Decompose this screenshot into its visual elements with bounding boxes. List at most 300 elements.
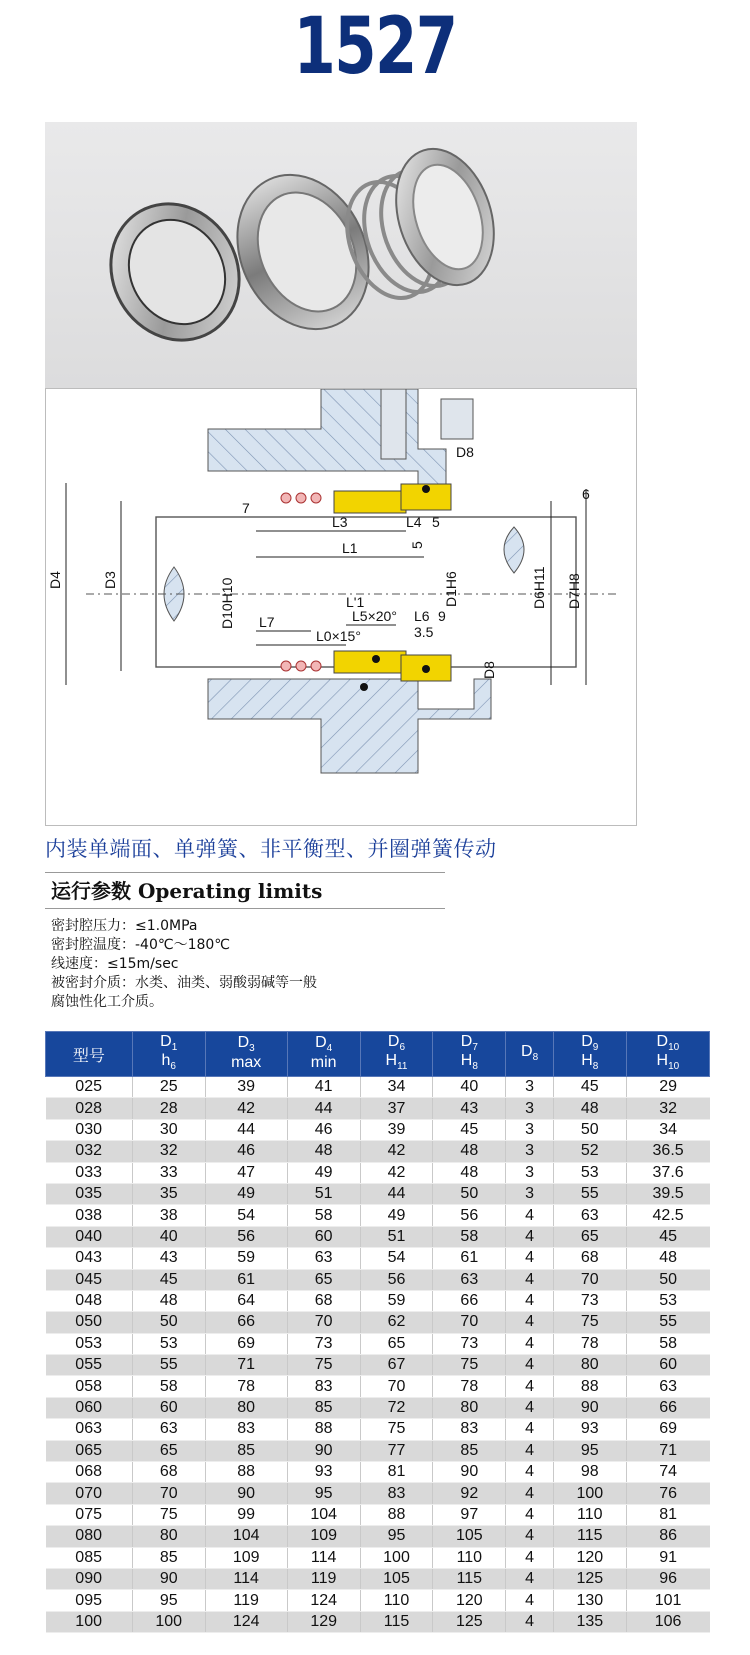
cell-value: 50	[433, 1183, 506, 1204]
table-row	[46, 1098, 710, 1119]
cell-value: 46	[205, 1141, 287, 1162]
cell-value: 48	[433, 1141, 506, 1162]
cell-model: 040	[46, 1226, 133, 1247]
cell-value: 96	[626, 1568, 709, 1589]
cell-value: 34	[626, 1119, 709, 1140]
cell-value: 95	[553, 1440, 626, 1461]
page-title: 1527	[293, 2, 457, 92]
cell-value: 44	[287, 1098, 360, 1119]
cell-model: 035	[46, 1183, 133, 1204]
table-header-row	[46, 1032, 710, 1077]
cell-value: 63	[626, 1376, 709, 1397]
cell-value: 110	[360, 1590, 433, 1611]
cell-value: 35	[132, 1183, 205, 1204]
cell-value: 95	[287, 1483, 360, 1504]
cell-value: 62	[360, 1312, 433, 1333]
cell-value: 42.5	[626, 1205, 709, 1226]
cell-value: 55	[553, 1183, 626, 1204]
cell-value: 77	[360, 1440, 433, 1461]
cell-value: 88	[360, 1504, 433, 1525]
cell-value: 4	[506, 1397, 554, 1418]
cell-value: 51	[360, 1226, 433, 1247]
cell-model: 032	[46, 1141, 133, 1162]
cell-value: 55	[626, 1312, 709, 1333]
cell-value: 83	[287, 1376, 360, 1397]
cell-value: 65	[360, 1333, 433, 1354]
label-5: 5	[432, 514, 440, 530]
cell-value: 81	[626, 1504, 709, 1525]
cell-value: 60	[132, 1397, 205, 1418]
cell-value: 100	[553, 1483, 626, 1504]
cell-value: 69	[205, 1333, 287, 1354]
col-d8: $D_8$	[506, 1032, 554, 1077]
cell-value: 67	[360, 1355, 433, 1376]
cell-value: 45	[433, 1119, 506, 1140]
cell-value: 114	[205, 1568, 287, 1589]
cell-value: 73	[287, 1333, 360, 1354]
cell-value: 119	[287, 1568, 360, 1589]
cell-value: 135	[553, 1611, 626, 1632]
label-9: 9	[438, 608, 446, 624]
cell-model: 063	[46, 1419, 133, 1440]
cell-value: 88	[553, 1376, 626, 1397]
table-row	[46, 1397, 710, 1418]
cell-value: 125	[553, 1568, 626, 1589]
table-row	[46, 1290, 710, 1311]
cell-model: 033	[46, 1162, 133, 1183]
cell-value: 78	[433, 1376, 506, 1397]
cell-value: 43	[132, 1248, 205, 1269]
cell-value: 4	[506, 1376, 554, 1397]
cell-value: 125	[433, 1611, 506, 1632]
cell-value: 55	[132, 1355, 205, 1376]
cell-value: 54	[360, 1248, 433, 1269]
cell-model: 065	[46, 1440, 133, 1461]
cell-value: 99	[205, 1504, 287, 1525]
cell-value: 83	[205, 1419, 287, 1440]
col-d7: $D_7$ $H_8$	[433, 1032, 506, 1077]
cell-value: 88	[287, 1419, 360, 1440]
label-d1h6: D1H6	[443, 571, 459, 607]
table-row	[46, 1483, 710, 1504]
cell-value: 74	[626, 1462, 709, 1483]
cell-value: 124	[287, 1590, 360, 1611]
cell-value: 4	[506, 1483, 554, 1504]
col-d1: $D_1$ $h_6$	[132, 1032, 205, 1077]
cell-value: 61	[205, 1269, 287, 1290]
col-d6: $D_6$ $H_{11}$	[360, 1032, 433, 1077]
col-d9: $D_9$ $H_8$	[553, 1032, 626, 1077]
cell-value: 115	[553, 1526, 626, 1547]
cell-value: 32	[626, 1098, 709, 1119]
cell-value: 66	[433, 1290, 506, 1311]
cell-value: 115	[433, 1568, 506, 1589]
cell-value: 48	[626, 1248, 709, 1269]
cell-value: 39	[205, 1077, 287, 1098]
cell-model: 043	[46, 1248, 133, 1269]
label-l0: L0×15°	[316, 628, 361, 644]
op-speed: 线速度：≤15m/sec	[51, 956, 179, 972]
cell-value: 68	[132, 1462, 205, 1483]
cell-model: 058	[46, 1376, 133, 1397]
table-row	[46, 1141, 710, 1162]
cell-value: 45	[553, 1077, 626, 1098]
label-l7: L7	[259, 614, 275, 630]
cell-model: 080	[46, 1526, 133, 1547]
cell-value: 42	[360, 1141, 433, 1162]
cell-value: 58	[132, 1376, 205, 1397]
table-row	[46, 1355, 710, 1376]
table-row	[46, 1077, 710, 1098]
cell-model: 070	[46, 1483, 133, 1504]
cell-value: 119	[205, 1590, 287, 1611]
cell-value: 100	[360, 1547, 433, 1568]
cell-model: 038	[46, 1205, 133, 1226]
cell-value: 42	[205, 1098, 287, 1119]
cell-model: 030	[46, 1119, 133, 1140]
cell-value: 48	[433, 1162, 506, 1183]
cell-value: 58	[433, 1226, 506, 1247]
cell-value: 60	[287, 1226, 360, 1247]
table-row	[46, 1611, 710, 1632]
cell-value: 39.5	[626, 1183, 709, 1204]
cell-value: 66	[205, 1312, 287, 1333]
cell-value: 91	[626, 1547, 709, 1568]
table-row	[46, 1333, 710, 1354]
cell-value: 120	[553, 1547, 626, 1568]
label-5b: 5	[409, 541, 425, 549]
cell-value: 4	[506, 1611, 554, 1632]
cell-value: 48	[287, 1141, 360, 1162]
cell-value: 70	[433, 1312, 506, 1333]
cell-value: 49	[287, 1162, 360, 1183]
col-d10: $D_{10}$ $H_{10}$	[626, 1032, 709, 1077]
table-row	[46, 1440, 710, 1461]
cell-value: 4	[506, 1547, 554, 1568]
label-l6: L6	[414, 608, 430, 624]
label-3-5: 3.5	[414, 624, 434, 640]
cell-value: 76	[626, 1483, 709, 1504]
cell-value: 4	[506, 1226, 554, 1247]
cell-value: 4	[506, 1419, 554, 1440]
label-tolerance-7: 7	[242, 500, 250, 516]
table-row	[46, 1419, 710, 1440]
cell-value: 93	[553, 1419, 626, 1440]
cell-value: 130	[553, 1590, 626, 1611]
cell-value: 4	[506, 1290, 554, 1311]
cell-value: 75	[287, 1355, 360, 1376]
cell-value: 37	[360, 1098, 433, 1119]
cell-value: 53	[626, 1290, 709, 1311]
operating-limits	[45, 872, 445, 1012]
cell-value: 4	[506, 1440, 554, 1461]
table-row	[46, 1183, 710, 1204]
cell-value: 4	[506, 1590, 554, 1611]
cell-value: 36.5	[626, 1141, 709, 1162]
cell-value: 49	[360, 1205, 433, 1226]
cell-value: 61	[433, 1248, 506, 1269]
cell-value: 73	[433, 1333, 506, 1354]
cell-value: 70	[553, 1269, 626, 1290]
cell-value: 4	[506, 1248, 554, 1269]
cell-value: 70	[287, 1312, 360, 1333]
cell-value: 109	[287, 1526, 360, 1547]
label-d8-top: D8	[456, 444, 474, 460]
cell-value: 90	[132, 1568, 205, 1589]
cell-value: 75	[132, 1504, 205, 1525]
cell-value: 50	[132, 1312, 205, 1333]
label-d3: D3	[102, 571, 118, 589]
cell-value: 39	[360, 1119, 433, 1140]
cell-value: 50	[553, 1119, 626, 1140]
cell-value: 115	[360, 1611, 433, 1632]
table-row	[46, 1568, 710, 1589]
cell-model: 048	[46, 1290, 133, 1311]
cell-value: 3	[506, 1119, 554, 1140]
cell-value: 38	[132, 1205, 205, 1226]
cell-value: 29	[626, 1077, 709, 1098]
cell-value: 4	[506, 1462, 554, 1483]
cell-model: 025	[46, 1077, 133, 1098]
cell-value: 4	[506, 1205, 554, 1226]
op-pressure: 密封腔压力：≤1.0MPa	[51, 918, 198, 934]
label-d10h10: D10H10	[219, 577, 235, 629]
cell-value: 69	[626, 1419, 709, 1440]
cell-value: 75	[360, 1419, 433, 1440]
cell-value: 110	[553, 1504, 626, 1525]
cell-value: 49	[205, 1183, 287, 1204]
cell-value: 90	[553, 1397, 626, 1418]
cell-value: 32	[132, 1141, 205, 1162]
cell-value: 71	[626, 1440, 709, 1461]
cell-value: 68	[553, 1248, 626, 1269]
dimension-table	[45, 1031, 710, 1633]
cell-value: 80	[433, 1397, 506, 1418]
cell-value: 3	[506, 1183, 554, 1204]
cell-value: 101	[626, 1590, 709, 1611]
cell-value: 44	[205, 1119, 287, 1140]
cell-model: 028	[46, 1098, 133, 1119]
cell-value: 80	[553, 1355, 626, 1376]
cell-value: 73	[553, 1290, 626, 1311]
cell-model: 075	[46, 1504, 133, 1525]
cell-value: 44	[360, 1183, 433, 1204]
cell-value: 58	[287, 1205, 360, 1226]
cell-value: 105	[360, 1568, 433, 1589]
cell-value: 25	[132, 1077, 205, 1098]
op-medium: 被密封介质：水类、油类、弱酸弱碱等一般	[51, 975, 317, 991]
cell-value: 75	[433, 1355, 506, 1376]
cell-value: 66	[626, 1397, 709, 1418]
table-row	[46, 1226, 710, 1247]
cell-value: 54	[205, 1205, 287, 1226]
cell-value: 95	[132, 1590, 205, 1611]
cell-value: 104	[287, 1504, 360, 1525]
label-l4: L4	[406, 514, 422, 530]
table-row	[46, 1376, 710, 1397]
cell-value: 28	[132, 1098, 205, 1119]
table-row	[46, 1526, 710, 1547]
cell-value: 78	[205, 1376, 287, 1397]
label-l5: L5×20°	[352, 608, 397, 624]
cell-value: 70	[132, 1483, 205, 1504]
label-d7h8: D7H8	[566, 573, 582, 609]
cell-model: 045	[46, 1269, 133, 1290]
cell-value: 68	[287, 1290, 360, 1311]
seal-dimension-drawing	[45, 388, 637, 826]
table-row	[46, 1462, 710, 1483]
cell-value: 129	[287, 1611, 360, 1632]
cell-value: 85	[287, 1397, 360, 1418]
cell-model: 060	[46, 1397, 133, 1418]
cell-value: 48	[132, 1290, 205, 1311]
cell-model: 090	[46, 1568, 133, 1589]
cell-value: 71	[205, 1355, 287, 1376]
cell-model: 095	[46, 1590, 133, 1611]
table-row	[46, 1162, 710, 1183]
cell-value: 46	[287, 1119, 360, 1140]
cell-value: 65	[287, 1269, 360, 1290]
cell-value: 4	[506, 1526, 554, 1547]
seal-description: 内装单端面、单弹簧、非平衡型、并圈弹簧传动	[45, 837, 497, 861]
col-d3: $D_3$ max	[205, 1032, 287, 1077]
cell-value: 100	[132, 1611, 205, 1632]
table-row	[46, 1312, 710, 1333]
cell-value: 4	[506, 1269, 554, 1290]
cell-value: 4	[506, 1504, 554, 1525]
cell-value: 110	[433, 1547, 506, 1568]
cell-value: 85	[205, 1440, 287, 1461]
cell-value: 65	[132, 1440, 205, 1461]
col-d4: $D_4$ min	[287, 1032, 360, 1077]
cell-value: 63	[287, 1248, 360, 1269]
table-body	[46, 1077, 710, 1633]
table-row	[46, 1248, 710, 1269]
cell-model: 068	[46, 1462, 133, 1483]
cell-value: 93	[287, 1462, 360, 1483]
label-l1prime: L'1	[346, 594, 365, 610]
cell-value: 75	[553, 1312, 626, 1333]
label-d6h11: D6H11	[531, 566, 547, 609]
cell-model: 053	[46, 1333, 133, 1354]
cell-value: 53	[132, 1333, 205, 1354]
cell-value: 4	[506, 1568, 554, 1589]
table-row	[46, 1504, 710, 1525]
col-model: 型号	[46, 1032, 133, 1077]
cell-value: 4	[506, 1355, 554, 1376]
cell-value: 59	[205, 1248, 287, 1269]
label-l1: L1	[342, 540, 358, 556]
cell-value: 34	[360, 1077, 433, 1098]
cell-model: 100	[46, 1611, 133, 1632]
cell-value: 83	[433, 1419, 506, 1440]
cell-value: 56	[360, 1269, 433, 1290]
cell-value: 45	[626, 1226, 709, 1247]
cell-value: 98	[553, 1462, 626, 1483]
cell-value: 120	[433, 1590, 506, 1611]
cell-value: 105	[433, 1526, 506, 1547]
cell-value: 4	[506, 1333, 554, 1354]
cell-value: 47	[205, 1162, 287, 1183]
cell-model: 085	[46, 1547, 133, 1568]
label-l3: L3	[332, 514, 348, 530]
cell-value: 109	[205, 1547, 287, 1568]
cell-value: 95	[360, 1526, 433, 1547]
cell-value: 104	[205, 1526, 287, 1547]
cell-value: 58	[626, 1333, 709, 1354]
cell-value: 90	[205, 1483, 287, 1504]
label-tolerance-6: 6	[582, 486, 590, 502]
cell-value: 41	[287, 1077, 360, 1098]
cell-value: 81	[360, 1462, 433, 1483]
seal-product-photo	[45, 122, 637, 388]
op-temperature: 密封腔温度：-40℃～180℃	[51, 937, 231, 953]
cell-value: 3	[506, 1141, 554, 1162]
cell-value: 63	[433, 1269, 506, 1290]
cell-value: 30	[132, 1119, 205, 1140]
cell-value: 48	[553, 1098, 626, 1119]
label-d8-bottom: D8	[481, 661, 497, 679]
cell-value: 3	[506, 1077, 554, 1098]
label-d4: D4	[47, 571, 63, 589]
cell-value: 60	[626, 1355, 709, 1376]
table-row	[46, 1590, 710, 1611]
cell-value: 90	[433, 1462, 506, 1483]
cell-value: 4	[506, 1312, 554, 1333]
cell-model: 055	[46, 1355, 133, 1376]
cell-value: 37.6	[626, 1162, 709, 1183]
cell-value: 59	[360, 1290, 433, 1311]
table-row	[46, 1269, 710, 1290]
cell-value: 40	[433, 1077, 506, 1098]
cell-value: 106	[626, 1611, 709, 1632]
cell-value: 65	[553, 1226, 626, 1247]
cell-value: 64	[205, 1290, 287, 1311]
table-row	[46, 1205, 710, 1226]
cell-value: 45	[132, 1269, 205, 1290]
cell-value: 90	[287, 1440, 360, 1461]
cell-value: 50	[626, 1269, 709, 1290]
operating-limits-heading: 运行参数 Operating limits	[45, 872, 445, 909]
cell-value: 40	[132, 1226, 205, 1247]
cell-value: 56	[433, 1205, 506, 1226]
cell-value: 3	[506, 1098, 554, 1119]
table-row	[46, 1547, 710, 1568]
cell-value: 88	[205, 1462, 287, 1483]
cell-value: 86	[626, 1526, 709, 1547]
cell-value: 53	[553, 1162, 626, 1183]
cell-value: 51	[287, 1183, 360, 1204]
cell-value: 33	[132, 1162, 205, 1183]
cell-value: 83	[360, 1483, 433, 1504]
cell-value: 52	[553, 1141, 626, 1162]
cell-value: 124	[205, 1611, 287, 1632]
cell-value: 63	[553, 1205, 626, 1226]
cell-value: 80	[205, 1397, 287, 1418]
cell-value: 80	[132, 1526, 205, 1547]
cell-value: 85	[132, 1547, 205, 1568]
cell-value: 42	[360, 1162, 433, 1183]
cell-value: 3	[506, 1162, 554, 1183]
cell-value: 63	[132, 1419, 205, 1440]
table-row	[46, 1119, 710, 1140]
cell-value: 43	[433, 1098, 506, 1119]
cell-value: 72	[360, 1397, 433, 1418]
cell-value: 85	[433, 1440, 506, 1461]
cell-value: 114	[287, 1547, 360, 1568]
cell-value: 56	[205, 1226, 287, 1247]
cell-value: 78	[553, 1333, 626, 1354]
